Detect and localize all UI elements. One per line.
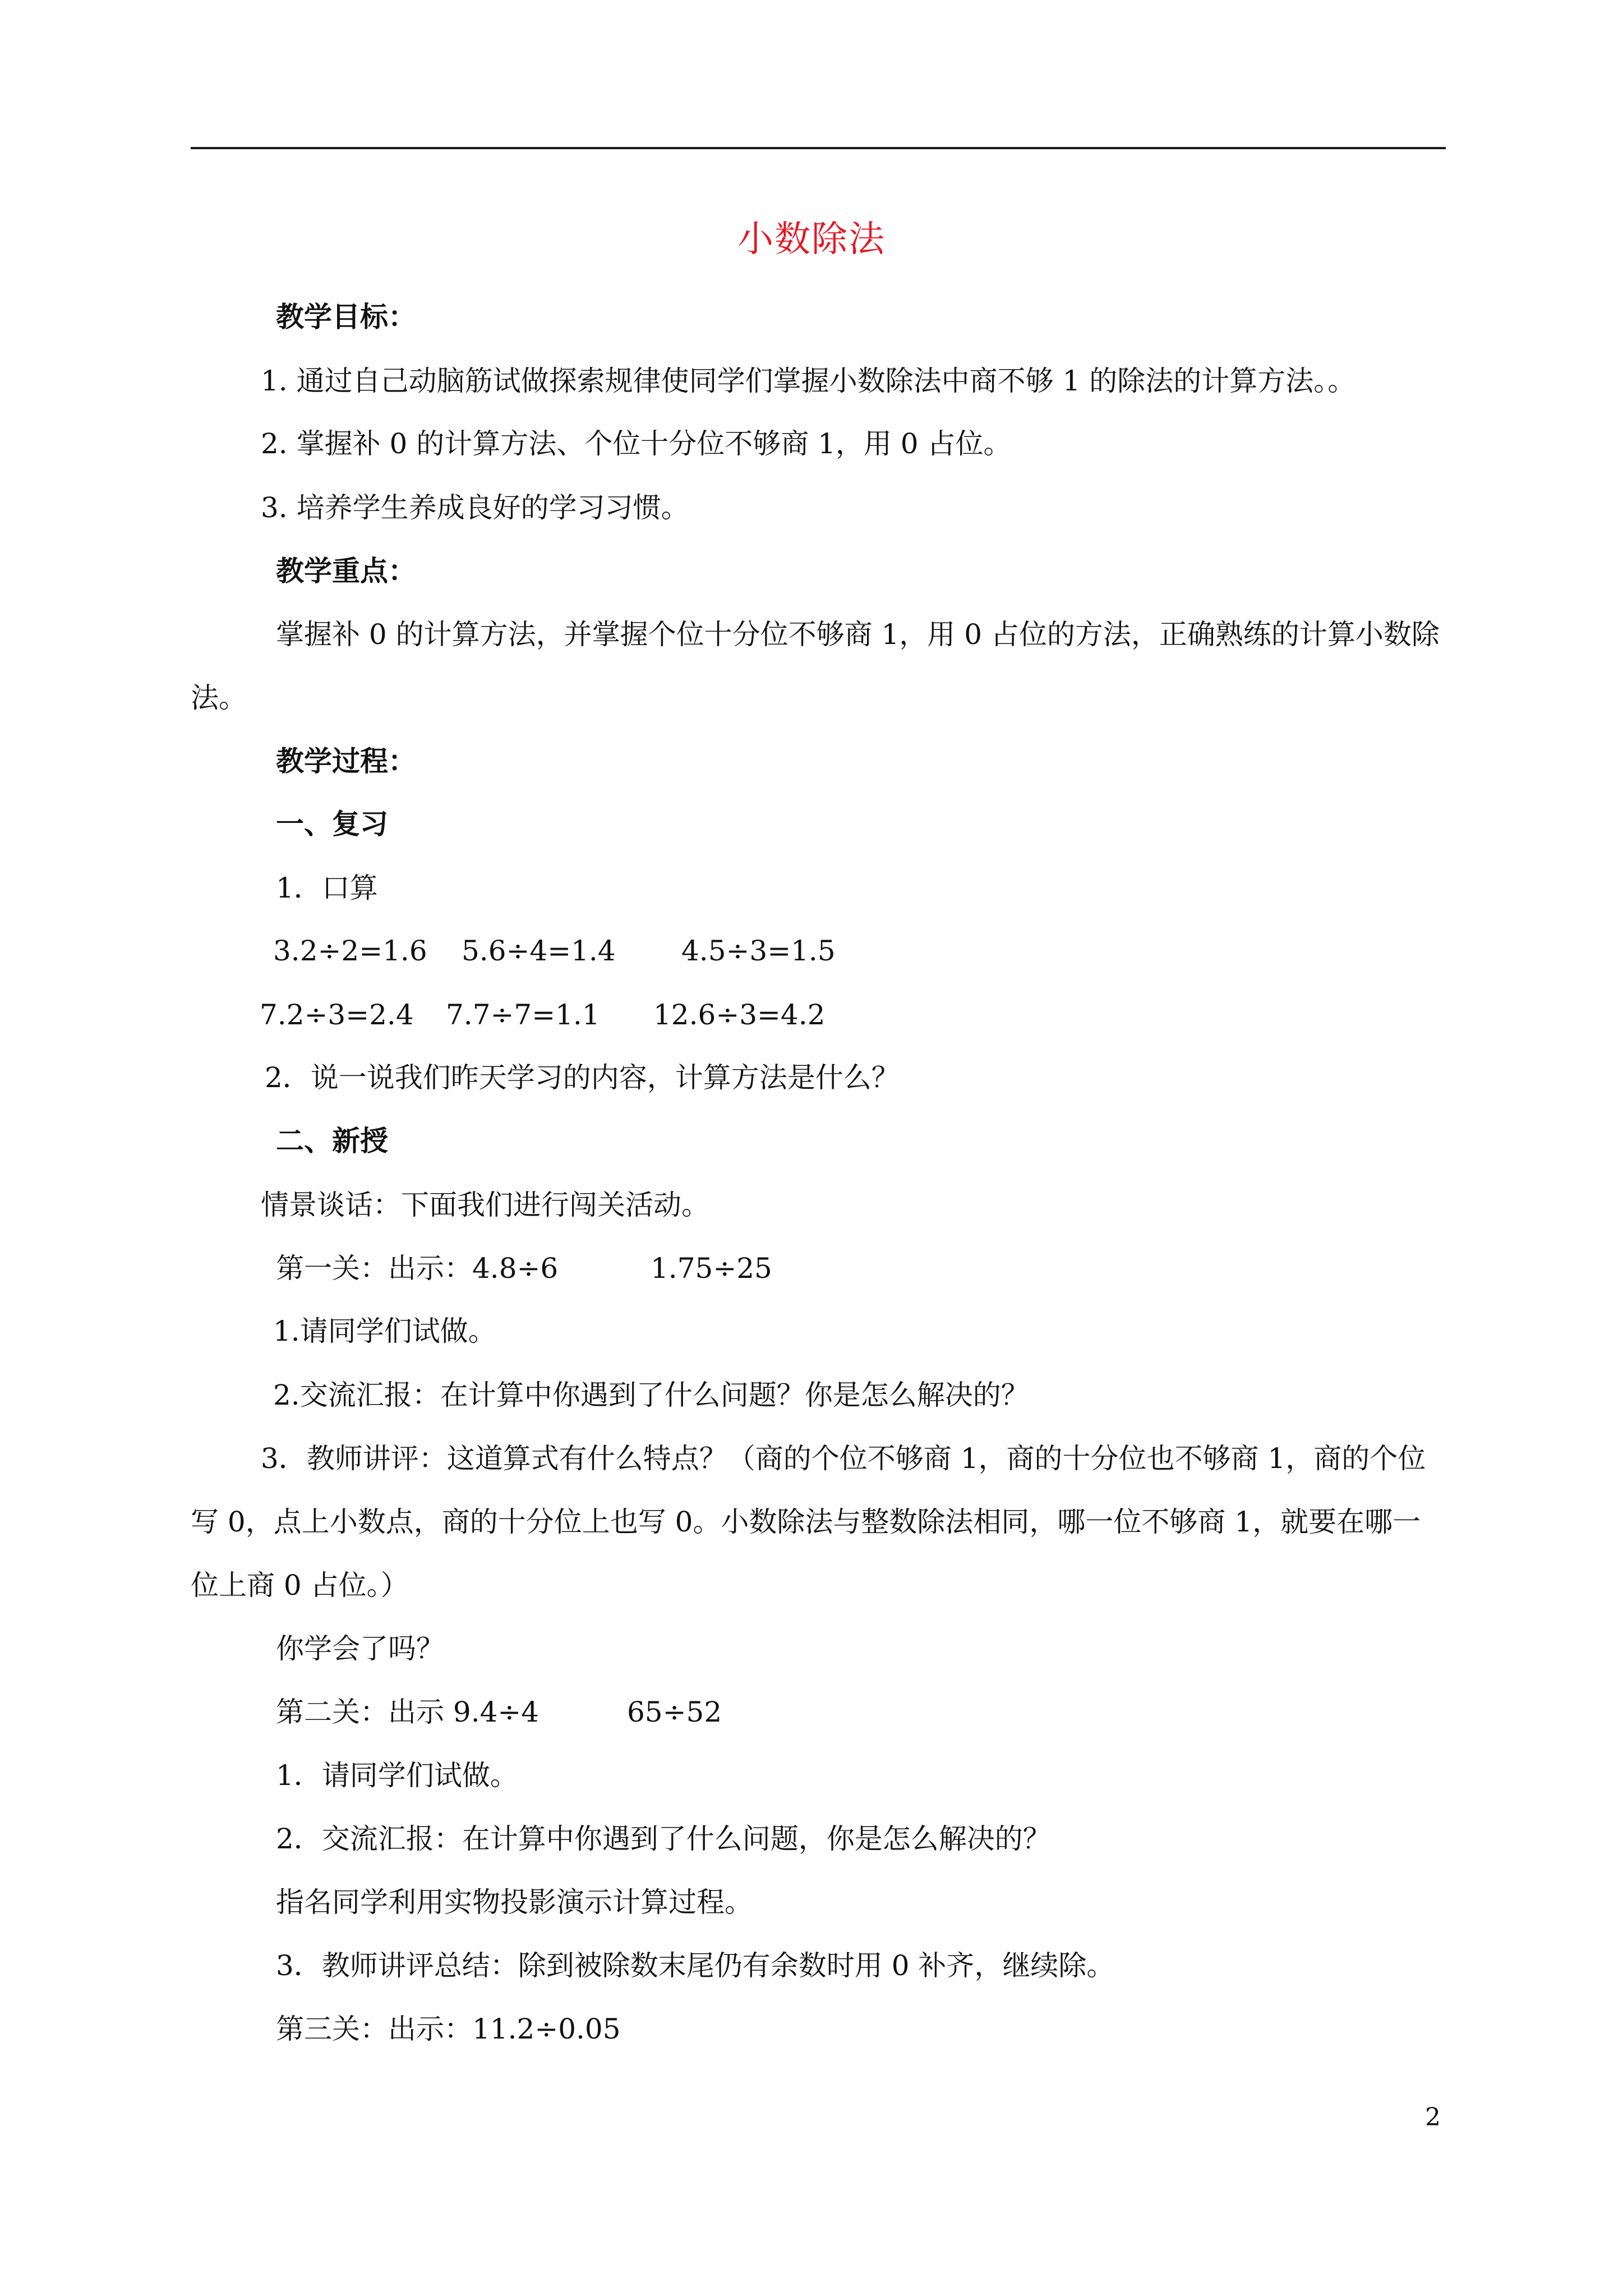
level-1-row bbox=[0, 1249, 1623, 1288]
level-2-step-1: 1．请同学们试做。 bbox=[276, 1759, 518, 1792]
goal-item-1: 1. 通过自己动脑筋试做探索规律使同学们掌握小数除法中商不够 1 的除法的计算方法。。 bbox=[261, 365, 1356, 397]
review-item-2: 2．说一说我们昨天学习的内容，计算方法是什么？ bbox=[265, 1061, 900, 1094]
level-2-demo: 指名同学利用实物投影演示计算过程。 bbox=[276, 1886, 753, 1918]
mental-math-row-2 bbox=[0, 995, 1623, 1034]
mental-math-item: 5.6÷4=1.4 bbox=[462, 935, 616, 967]
process-heading: 教学过程： bbox=[276, 744, 416, 777]
level-1-step-3-line-1: 3．教师讲评：这道算式有什么特点？（商的个位不够商 1，商的十分位也不够商 1，商的个位 bbox=[261, 1442, 1426, 1475]
level-2-row bbox=[0, 1692, 1623, 1732]
level-1-step-1: 1.请同学们试做。 bbox=[273, 1315, 496, 1347]
level-3-row: 第三关：出示：11.2÷0.05 bbox=[276, 2013, 621, 2045]
header-rule bbox=[191, 147, 1446, 149]
document-title: 小数除法 bbox=[737, 219, 886, 260]
level-1-expression: 1.75÷25 bbox=[651, 1252, 772, 1285]
mental-math-item: 4.5÷3=1.5 bbox=[681, 935, 836, 967]
review-heading: 一、复习 bbox=[276, 807, 388, 840]
level-2-step-2: 2．交流汇报：在计算中你遇到了什么问题，你是怎么解决的？ bbox=[276, 1823, 1051, 1855]
goals-heading: 教学目标： bbox=[276, 300, 416, 333]
scene-text: 情景谈话：下面我们进行闯关活动。 bbox=[261, 1189, 709, 1221]
key-text-line-1: 掌握补 0 的计算方法，并掌握个位十分位不够商 1，用 0 占位的方法，正确熟练的计算小数除 bbox=[276, 618, 1440, 651]
mental-math-item: 12.6÷3=4.2 bbox=[653, 999, 826, 1031]
review-item-1: 1．口算 bbox=[276, 872, 378, 904]
level-2-step-3: 3．教师讲评总结：除到被除数末尾仍有余数时用 0 补齐，继续除。 bbox=[276, 1949, 1115, 1982]
level-1-step-3-line-2: 写 0，点上小数点，商的十分位上也写 0。小数除法与整数除法相同，哪一位不够商 1，就要在哪一 bbox=[191, 1506, 1421, 1538]
mental-math-item: 7.7÷7=1.1 bbox=[446, 999, 600, 1031]
level-1-step-3-line-3: 位上商 0 占位。） bbox=[191, 1569, 409, 1602]
level-1-step-2: 2.交流汇报：在计算中你遇到了什么问题？你是怎么解决的？ bbox=[273, 1379, 1029, 1411]
page-number: 2 bbox=[1425, 2103, 1441, 2132]
key-heading: 教学重点： bbox=[276, 554, 416, 587]
new-heading: 二、新授 bbox=[276, 1124, 388, 1157]
goal-item-2: 2. 掌握补 0 的计算方法、个位十分位不够商 1，用 0 占位。 bbox=[261, 427, 1012, 460]
goal-item-3: 3. 培养学生养成良好的学习习惯。 bbox=[261, 491, 689, 524]
level-2-label: 第二关：出示 9.4÷4 bbox=[276, 1696, 540, 1728]
level-1-label: 第一关：出示：4.8÷6 bbox=[276, 1252, 559, 1285]
ask-text: 你学会了吗？ bbox=[276, 1632, 444, 1665]
key-text-line-2: 法。 bbox=[191, 682, 247, 714]
mental-math-item: 7.2÷3=2.4 bbox=[260, 999, 414, 1031]
mental-math-row-1 bbox=[0, 931, 1623, 970]
level-2-expression: 65÷52 bbox=[627, 1696, 722, 1728]
mental-math-item: 3.2÷2=1.6 bbox=[273, 935, 427, 967]
